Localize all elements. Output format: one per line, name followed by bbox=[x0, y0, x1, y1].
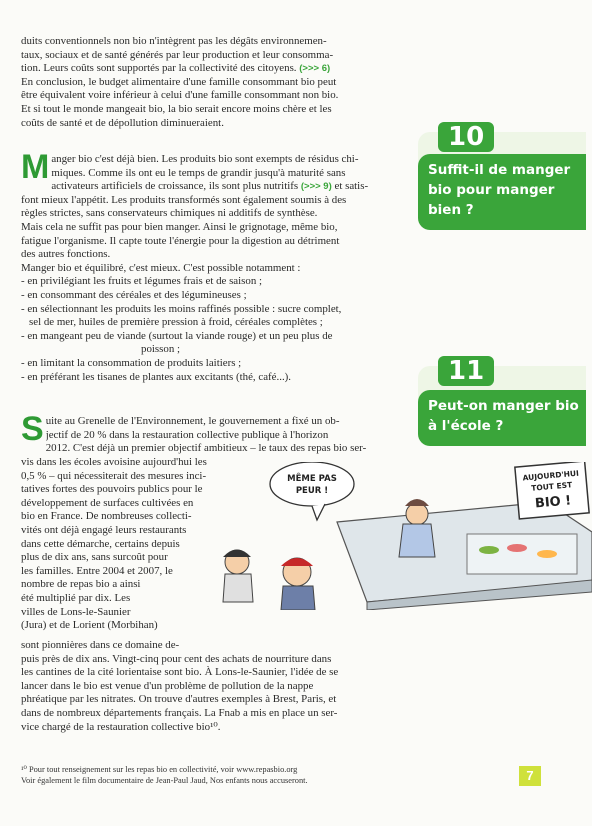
text-line: villes de Lons-le-Saunier bbox=[21, 605, 131, 618]
text-line: dans cette démarche, certains depuis bbox=[21, 537, 180, 550]
question-title: Peut-on manger bio à l'école ? bbox=[418, 390, 586, 446]
section-10-text bbox=[21, 148, 397, 384]
svg-text:BIO !: BIO ! bbox=[534, 493, 572, 512]
text-line bbox=[51, 180, 397, 194]
drop-cap: M bbox=[21, 148, 50, 186]
text-line: (Jura) et de Lorient (Morbihan) bbox=[21, 619, 158, 632]
text-segment: tion. Leurs coûts sont supportés par la collectivité des citoyens. bbox=[21, 62, 297, 75]
text-line: phréatique par les nitrates. On trouve d'autres exemples à Brest, Paris, et bbox=[21, 693, 337, 706]
text-line: coûts de santé et de dépollution diminueraient. bbox=[21, 116, 224, 129]
svg-text:PEUR !: PEUR ! bbox=[295, 486, 329, 496]
text-line: Mais cela ne suffit pas pour bien manger. Ainsi le grignotage, même bio, bbox=[21, 220, 338, 233]
list-item: - en préférant les tisanes de plantes aux excitants (thé, café...). bbox=[21, 370, 292, 383]
question-number: 11 bbox=[438, 356, 494, 386]
list-item: - en privilégiant les fruits et légumes frais et de saison ; bbox=[21, 275, 263, 288]
list-item: - en sélectionnant les produits les moins raffinés possible : sucre complet, bbox=[21, 302, 342, 315]
list-item: - en mangeant peu de viande (surtout la viande rouge) et un peu plus de bbox=[21, 329, 333, 342]
footnote: Voir également le film documentaire de Jean-Paul Jaud, Nos enfants nous accuseront. bbox=[21, 776, 308, 785]
text-line bbox=[21, 62, 397, 76]
text-line: plus de dix ans, sans surcoût pour bbox=[21, 551, 168, 564]
section-11-wrap bbox=[21, 456, 226, 633]
svg-text:MÊME PAS: MÊME PAS bbox=[287, 474, 337, 484]
text-line: développement de surfaces cultivées en bbox=[21, 496, 194, 509]
question-number: 10 bbox=[438, 122, 494, 152]
text-line: les familles. Entre 2004 et 2007, le bbox=[21, 564, 173, 577]
text-line: vis dans les écoles avoisine aujourd'hui les bbox=[21, 456, 207, 468]
svg-text:TOUT EST: TOUT EST bbox=[530, 480, 573, 493]
list-item: sel de mer, huiles de première pression à froid, céréales complètes ; bbox=[29, 316, 323, 329]
text-line: été multiplié par dix. Les bbox=[21, 591, 131, 604]
text-line: règles strictes, sans conservateurs chimiques ni additifs de synthèse. bbox=[21, 207, 318, 220]
page-number: 7 bbox=[519, 766, 541, 786]
text-line: sont pionnières dans ce domaine de- bbox=[21, 639, 180, 651]
text-line: bio en France. De nombreuses collecti- bbox=[21, 510, 192, 523]
list-item: poisson ; bbox=[141, 343, 181, 356]
text-line: nombre de repas bio a ainsi bbox=[21, 578, 141, 591]
cross-reference[interactable]: (>>> 6) bbox=[299, 63, 331, 75]
canteen-cartoon-illustration bbox=[217, 462, 592, 610]
text-segment: activateurs artificiels de croissance, ils sont plus nutritifs bbox=[51, 180, 299, 193]
text-line: anger bio c'est déjà bien. Les produits bio sont exempts de résidus chi- bbox=[51, 153, 359, 165]
text-segment: et satis- bbox=[334, 180, 369, 193]
intro-paragraph bbox=[21, 35, 397, 130]
text-line: les cantines de la cité lorientaise sont bio. À Lons-le-Saunier, l'idée de se bbox=[21, 666, 339, 679]
text-line: puis près de dix ans. Vingt-cinq pour cent des achats de nourriture dans bbox=[21, 652, 332, 665]
question-callout-10 bbox=[418, 122, 586, 230]
text-line: jectif de 20 % dans la restauration collective publique à l'horizon bbox=[45, 428, 329, 441]
text-line: 2012. C'est déjà un premier objectif ambitieux – le taux des repas bio ser- bbox=[45, 442, 367, 455]
text-line: Manger bio et équilibré, c'est mieux. C'est possible notamment : bbox=[21, 261, 301, 274]
text-line: En conclusion, le budget alimentaire d'une famille consommant bio peut bbox=[21, 75, 337, 88]
text-line: fatigue l'organisme. Il capte toute l'énergie pour la digestion au détriment bbox=[21, 234, 340, 247]
text-line: uite au Grenelle de l'Environnement, le gouvernement a fixé un ob- bbox=[45, 415, 340, 427]
text-line: duits conventionnels non bio n'intègrent pas les dégâts environnemen- bbox=[21, 35, 327, 47]
text-line: vités ont déjà engagé leurs restaurants bbox=[21, 523, 187, 536]
section-11-end bbox=[21, 639, 397, 734]
footnote: ¹⁰ Pour tout renseignement sur les repas bio en collectivité, voir www.repasbio.org bbox=[21, 765, 298, 774]
text-line: miques. Comme ils ont eu le temps de grandir jusqu'à maturité sans bbox=[51, 166, 346, 179]
cross-reference[interactable]: (>>> 9) bbox=[300, 181, 332, 193]
text-line: vice chargé de la restauration collective bio¹⁰. bbox=[21, 720, 221, 733]
svg-text:AUJOURD'HUI: AUJOURD'HUI bbox=[522, 468, 580, 483]
text-line: des autres fonctions. bbox=[21, 248, 111, 261]
section-11-text bbox=[21, 410, 397, 456]
text-line: être équivalent voire inférieur à celui d'une famille consommant non bio. bbox=[21, 89, 339, 102]
text-line: Et si tout le monde mangeait bio, la bio serait encore moins chère et les bbox=[21, 102, 332, 115]
text-line: font mieux l'appétit. Les produits transformés sont également soumis à des bbox=[21, 193, 347, 206]
text-line: tatives fortes des pouvoirs publics pour le bbox=[21, 483, 203, 496]
list-item: - en limitant la consommation de produits laitiers ; bbox=[21, 356, 242, 369]
list-item: - en consommant des céréales et des légumineuses ; bbox=[21, 288, 247, 301]
text-line: dans de nombreux départements français. La Fnab a mis en place un ser- bbox=[21, 706, 338, 719]
question-title: Suffit-il de manger bio pour manger bien ? bbox=[418, 154, 586, 230]
drop-cap: S bbox=[21, 410, 44, 448]
text-line: taux, sociaux et de santé générés par leur production et leur consomma- bbox=[21, 48, 334, 61]
text-line: lancer dans le bio est venue d'un problème de pollution de la nappe bbox=[21, 679, 314, 692]
text-line: 0,5 % – qui nécessiterait des mesures inci- bbox=[21, 469, 207, 482]
question-callout-11 bbox=[418, 356, 586, 446]
